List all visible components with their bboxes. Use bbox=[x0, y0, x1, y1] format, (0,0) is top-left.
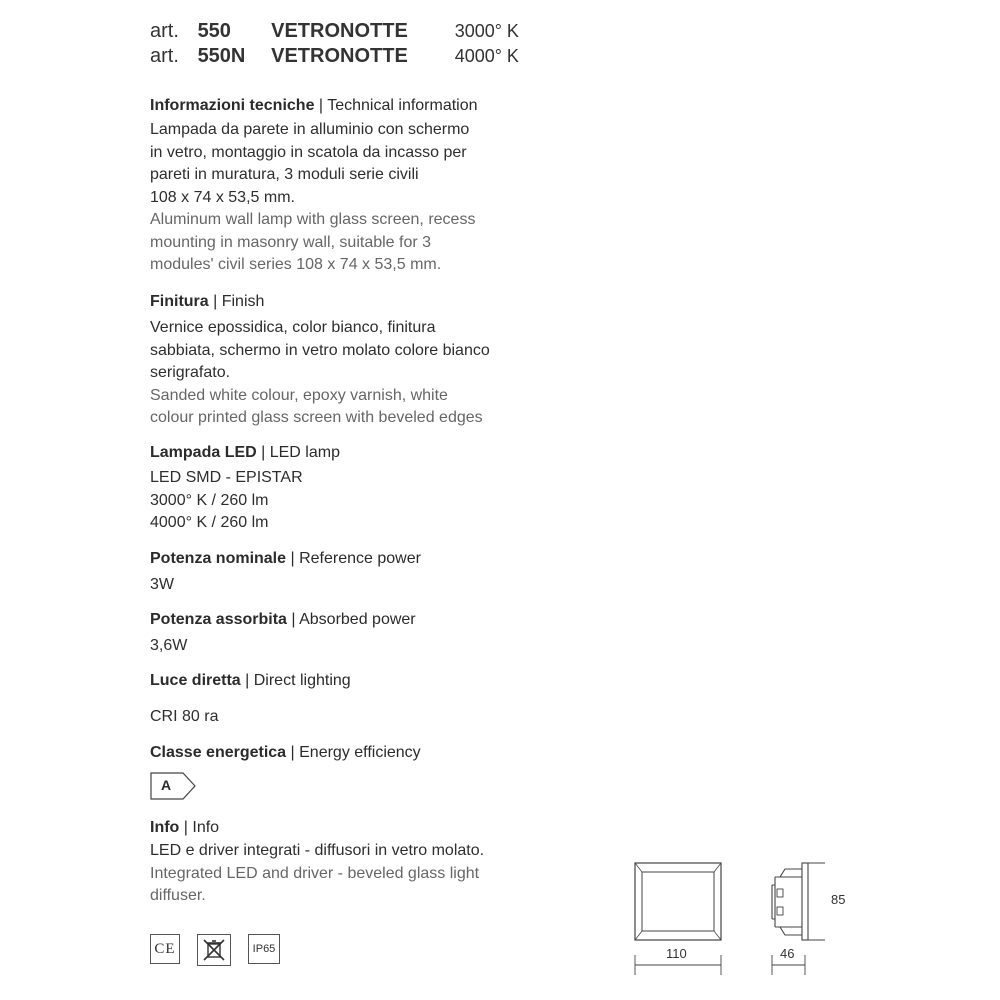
color-temperature: 4000° K bbox=[454, 46, 519, 66]
product-name: VETRONOTTE bbox=[271, 45, 408, 67]
text-line: diffuser. bbox=[150, 887, 206, 904]
text-line: Sanded white colour, epoxy varnish, white bbox=[150, 386, 448, 404]
text-line: pareti in muratura, 3 moduli serie civili bbox=[150, 166, 419, 183]
text-line: Lampada da parete in alluminio con schermo bbox=[150, 121, 470, 138]
ip65-icon: IP65 bbox=[248, 934, 280, 964]
section-heading: Potenza nominale | Reference power bbox=[150, 550, 421, 567]
text-line: colour printed glass screen with beveled edges bbox=[150, 409, 483, 426]
text-line: Integrated LED and driver - beveled glass light bbox=[150, 864, 480, 882]
section-heading: Informazioni tecniche | Technical information bbox=[150, 97, 478, 114]
section-heading: Finitura | Finish bbox=[150, 293, 265, 310]
energy-class-badge bbox=[150, 772, 198, 805]
section-heading: Potenza assorbita | Absorbed power bbox=[150, 611, 416, 628]
depth-dimension-label: 46 bbox=[780, 946, 795, 961]
energy-section bbox=[150, 742, 590, 764]
lighting-section bbox=[150, 670, 590, 729]
lamp-section bbox=[150, 442, 590, 535]
text-line: Vernice epossidica, color bianco, finitura bbox=[150, 319, 436, 336]
text-line: 108 x 74 x 53,5 mm. bbox=[150, 188, 295, 206]
text-line: in vetro, montaggio in scatola da incasso per bbox=[150, 143, 467, 161]
certification-icons bbox=[150, 934, 280, 966]
info-section bbox=[150, 817, 590, 908]
text-line: modules' civil series 108 x 74 x 53,5 mm. bbox=[150, 256, 442, 273]
article-line-550n bbox=[150, 45, 519, 68]
cri-value: CRI 80 ra bbox=[150, 708, 219, 725]
section-heading: Luce diretta | Direct lighting bbox=[150, 672, 351, 689]
text-line: Aluminum wall lamp with glass screen, recess bbox=[150, 211, 476, 228]
text-line: LED SMD - EPISTAR bbox=[150, 469, 303, 486]
section-heading: Info | Info bbox=[150, 819, 220, 836]
section-heading: Classe energetica | Energy efficiency bbox=[150, 744, 421, 761]
finish-section bbox=[150, 291, 590, 430]
article-prefix: art. bbox=[150, 20, 179, 42]
article-number: 550 bbox=[197, 20, 231, 42]
width-dimension-label: 110 bbox=[666, 946, 687, 961]
absorbed-power-section bbox=[150, 609, 590, 658]
energy-class-letter: A bbox=[161, 777, 172, 793]
technical-section bbox=[150, 95, 590, 277]
section-heading: Lampada LED | LED lamp bbox=[150, 444, 340, 461]
power-value: 3W bbox=[150, 576, 174, 593]
text-line: 3000° K / 260 lm bbox=[150, 491, 269, 509]
height-dimension-label: 85 bbox=[831, 892, 846, 907]
text-line: mounting in masonry wall, suitable for 3 bbox=[150, 233, 432, 251]
text-line: 4000° K / 260 lm bbox=[150, 514, 269, 531]
crossed-bin-icon bbox=[197, 934, 231, 966]
color-temperature: 3000° K bbox=[454, 21, 519, 41]
power-value: 3,6W bbox=[150, 637, 188, 654]
article-line-550 bbox=[150, 20, 519, 43]
ce-mark-icon: CE bbox=[150, 934, 180, 964]
dimension-drawing bbox=[625, 855, 855, 985]
text-line: sabbiata, schermo in vetro molato colore bianco bbox=[150, 341, 490, 359]
text-line: serigrafato. bbox=[150, 364, 231, 381]
product-name: VETRONOTTE bbox=[271, 20, 408, 42]
article-prefix: art. bbox=[150, 45, 179, 67]
text-line: LED e driver integrati - diffusori in vetro molato. bbox=[150, 842, 485, 859]
reference-power-section bbox=[150, 548, 590, 597]
article-number: 550N bbox=[197, 45, 246, 67]
